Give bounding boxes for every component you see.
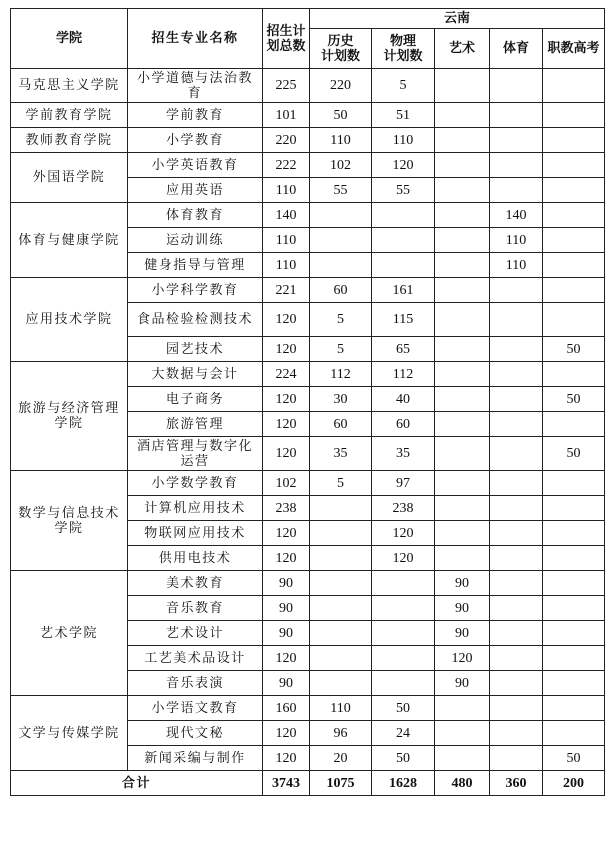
total-cell: 222 <box>263 153 310 178</box>
major-cell: 学前教育 <box>128 103 263 128</box>
sports-cell <box>490 178 543 203</box>
physics-cell: 110 <box>372 128 435 153</box>
major-cell: 计算机应用技术 <box>128 496 263 521</box>
sports-cell <box>490 471 543 496</box>
sports-cell <box>490 496 543 521</box>
vocational-cell <box>543 128 605 153</box>
total-cell: 120 <box>263 437 310 471</box>
sports-cell <box>490 387 543 412</box>
art-cell <box>435 546 490 571</box>
physics-cell: 120 <box>372 521 435 546</box>
sports-cell <box>490 128 543 153</box>
total-cell: 110 <box>263 228 310 253</box>
total-cell: 238 <box>263 496 310 521</box>
major-cell: 大数据与会计 <box>128 362 263 387</box>
major-cell: 小学英语教育 <box>128 153 263 178</box>
sports-cell: 110 <box>490 228 543 253</box>
header-major: 招生专业名称 <box>128 9 263 69</box>
major-cell: 应用英语 <box>128 178 263 203</box>
art-cell <box>435 412 490 437</box>
vocational-cell: 50 <box>543 437 605 471</box>
physics-cell: 120 <box>372 153 435 178</box>
total-cell: 120 <box>263 521 310 546</box>
table-row <box>11 362 605 387</box>
total-cell: 102 <box>263 471 310 496</box>
major-cell: 旅游管理 <box>128 412 263 437</box>
sports-cell <box>490 646 543 671</box>
sports-cell <box>490 671 543 696</box>
sports-cell <box>490 546 543 571</box>
art-cell: 90 <box>435 671 490 696</box>
header-history-top: 历史 <box>327 33 354 49</box>
physics-cell <box>372 596 435 621</box>
physics-cell: 50 <box>372 696 435 721</box>
physics-cell: 161 <box>372 278 435 303</box>
sports-cell <box>490 337 543 362</box>
art-cell <box>435 387 490 412</box>
art-cell <box>435 103 490 128</box>
history-cell: 20 <box>310 746 372 771</box>
history-cell: 112 <box>310 362 372 387</box>
table-row <box>11 153 605 178</box>
sports-cell <box>490 278 543 303</box>
art-cell: 90 <box>435 571 490 596</box>
total-cell: 90 <box>263 621 310 646</box>
physics-cell: 5 <box>372 69 435 103</box>
sports-cell <box>490 437 543 471</box>
art-cell <box>435 471 490 496</box>
header-vocational: 职教高考 <box>543 29 605 69</box>
total-cell: 140 <box>263 203 310 228</box>
table-row <box>11 69 605 103</box>
history-cell <box>310 203 372 228</box>
sports-cell <box>490 596 543 621</box>
sports-cell <box>490 69 543 103</box>
table-row <box>11 571 605 596</box>
header-physics-bottom: 计划数 <box>383 48 423 64</box>
major-cell: 小学科学教育 <box>128 278 263 303</box>
sports-cell <box>490 521 543 546</box>
art-cell <box>435 721 490 746</box>
physics-cell: 112 <box>372 362 435 387</box>
sports-cell <box>490 103 543 128</box>
history-cell: 30 <box>310 387 372 412</box>
college-cell: 文学与传媒学院 <box>11 696 128 771</box>
vocational-cell <box>543 103 605 128</box>
physics-cell: 97 <box>372 471 435 496</box>
vocational-cell <box>543 671 605 696</box>
art-cell <box>435 228 490 253</box>
art-cell <box>435 362 490 387</box>
physics-cell: 60 <box>372 412 435 437</box>
vocational-cell <box>543 571 605 596</box>
sports-cell <box>490 571 543 596</box>
total-cell: 110 <box>263 253 310 278</box>
total-cell: 120 <box>263 646 310 671</box>
table-row <box>11 471 605 496</box>
physics-cell <box>372 621 435 646</box>
major-cell: 酒店管理与数字化运营 <box>128 437 263 471</box>
vocational-cell <box>543 596 605 621</box>
history-cell <box>310 228 372 253</box>
major-cell: 食品检验检测技术 <box>128 303 263 337</box>
college-cell: 马克思主义学院 <box>11 69 128 103</box>
vocational-cell <box>543 278 605 303</box>
major-cell: 艺术设计 <box>128 621 263 646</box>
major-cell: 物联网应用技术 <box>128 521 263 546</box>
table-body <box>11 69 605 771</box>
totals-total: 3743 <box>263 771 310 796</box>
sports-cell <box>490 412 543 437</box>
physics-cell: 40 <box>372 387 435 412</box>
art-cell: 90 <box>435 596 490 621</box>
physics-cell: 35 <box>372 437 435 471</box>
enrollment-plan-page <box>10 8 605 796</box>
table-row <box>11 696 605 721</box>
vocational-cell <box>543 303 605 337</box>
history-cell <box>310 596 372 621</box>
vocational-cell <box>543 546 605 571</box>
totals-art: 480 <box>435 771 490 796</box>
total-cell: 224 <box>263 362 310 387</box>
enrollment-plan-table <box>10 8 605 796</box>
total-cell: 120 <box>263 387 310 412</box>
vocational-cell <box>543 521 605 546</box>
total-cell: 220 <box>263 128 310 153</box>
total-cell: 120 <box>263 412 310 437</box>
major-cell: 供用电技术 <box>128 546 263 571</box>
history-cell <box>310 671 372 696</box>
total-cell: 101 <box>263 103 310 128</box>
art-cell <box>435 303 490 337</box>
physics-cell: 50 <box>372 746 435 771</box>
physics-cell <box>372 671 435 696</box>
history-cell: 5 <box>310 471 372 496</box>
vocational-cell <box>543 412 605 437</box>
history-cell: 220 <box>310 69 372 103</box>
sports-cell <box>490 721 543 746</box>
college-cell: 体育与健康学院 <box>11 203 128 278</box>
vocational-cell: 50 <box>543 746 605 771</box>
sports-cell <box>490 153 543 178</box>
totals-label: 合计 <box>11 771 263 796</box>
physics-cell <box>372 228 435 253</box>
total-cell: 120 <box>263 303 310 337</box>
major-cell: 音乐表演 <box>128 671 263 696</box>
table-row <box>11 203 605 228</box>
major-cell: 体育教育 <box>128 203 263 228</box>
history-cell: 35 <box>310 437 372 471</box>
header-history <box>310 29 372 69</box>
header-sports: 体育 <box>490 29 543 69</box>
college-cell: 外国语学院 <box>11 153 128 203</box>
totals-physics: 1628 <box>372 771 435 796</box>
header-college: 学院 <box>11 9 128 69</box>
college-cell: 艺术学院 <box>11 571 128 696</box>
art-cell <box>435 178 490 203</box>
physics-cell <box>372 571 435 596</box>
history-cell <box>310 253 372 278</box>
vocational-cell <box>543 228 605 253</box>
header-history-bottom: 计划数 <box>320 48 360 64</box>
history-cell: 5 <box>310 303 372 337</box>
total-cell: 160 <box>263 696 310 721</box>
major-cell: 小学教育 <box>128 128 263 153</box>
total-cell: 90 <box>263 671 310 696</box>
major-cell: 现代文秘 <box>128 721 263 746</box>
header-physics <box>372 29 435 69</box>
history-cell: 102 <box>310 153 372 178</box>
history-cell: 60 <box>310 278 372 303</box>
art-cell <box>435 203 490 228</box>
total-cell: 221 <box>263 278 310 303</box>
vocational-cell <box>543 178 605 203</box>
history-cell <box>310 496 372 521</box>
art-cell <box>435 69 490 103</box>
art-cell <box>435 128 490 153</box>
physics-cell <box>372 203 435 228</box>
major-cell: 新闻采编与制作 <box>128 746 263 771</box>
header-region: 云南 <box>310 9 605 29</box>
physics-cell: 120 <box>372 546 435 571</box>
physics-cell: 24 <box>372 721 435 746</box>
physics-cell <box>372 253 435 278</box>
history-cell: 96 <box>310 721 372 746</box>
totals-vocational: 200 <box>543 771 605 796</box>
history-cell <box>310 646 372 671</box>
physics-cell <box>372 646 435 671</box>
college-cell: 学前教育学院 <box>11 103 128 128</box>
history-cell: 55 <box>310 178 372 203</box>
history-cell <box>310 621 372 646</box>
total-cell: 120 <box>263 746 310 771</box>
vocational-cell <box>543 153 605 178</box>
header-art: 艺术 <box>435 29 490 69</box>
vocational-cell <box>543 621 605 646</box>
vocational-cell <box>543 362 605 387</box>
sports-cell <box>490 696 543 721</box>
totals-sports: 360 <box>490 771 543 796</box>
major-cell: 小学数学教育 <box>128 471 263 496</box>
physics-cell: 55 <box>372 178 435 203</box>
major-cell: 园艺技术 <box>128 337 263 362</box>
history-cell: 110 <box>310 696 372 721</box>
art-cell <box>435 278 490 303</box>
physics-cell: 65 <box>372 337 435 362</box>
major-cell: 小学语文教育 <box>128 696 263 721</box>
header-total-plan: 招生计划总数 <box>263 9 310 69</box>
totals-history: 1075 <box>310 771 372 796</box>
history-cell: 60 <box>310 412 372 437</box>
vocational-cell <box>543 721 605 746</box>
sports-cell <box>490 746 543 771</box>
total-cell: 225 <box>263 69 310 103</box>
college-cell: 教师教育学院 <box>11 128 128 153</box>
total-cell: 120 <box>263 337 310 362</box>
vocational-cell <box>543 646 605 671</box>
major-cell: 电子商务 <box>128 387 263 412</box>
history-cell <box>310 546 372 571</box>
college-cell: 数学与信息技术学院 <box>11 471 128 571</box>
art-cell <box>435 437 490 471</box>
vocational-cell <box>543 696 605 721</box>
major-cell: 小学道德与法治教育 <box>128 69 263 103</box>
table-row <box>11 278 605 303</box>
total-cell: 110 <box>263 178 310 203</box>
major-cell: 健身指导与管理 <box>128 253 263 278</box>
vocational-cell: 50 <box>543 337 605 362</box>
header-physics-top: 物理 <box>389 33 416 49</box>
history-cell: 5 <box>310 337 372 362</box>
college-cell: 应用技术学院 <box>11 278 128 362</box>
college-cell: 旅游与经济管理学院 <box>11 362 128 471</box>
sports-cell <box>490 621 543 646</box>
art-cell <box>435 496 490 521</box>
vocational-cell <box>543 471 605 496</box>
table-row <box>11 103 605 128</box>
vocational-cell: 50 <box>543 387 605 412</box>
art-cell: 90 <box>435 621 490 646</box>
sports-cell: 110 <box>490 253 543 278</box>
table-row <box>11 128 605 153</box>
physics-cell: 115 <box>372 303 435 337</box>
vocational-cell <box>543 69 605 103</box>
art-cell: 120 <box>435 646 490 671</box>
physics-cell: 51 <box>372 103 435 128</box>
major-cell: 音乐教育 <box>128 596 263 621</box>
history-cell <box>310 521 372 546</box>
history-cell <box>310 571 372 596</box>
art-cell <box>435 253 490 278</box>
vocational-cell <box>543 496 605 521</box>
major-cell: 工艺美术品设计 <box>128 646 263 671</box>
art-cell <box>435 153 490 178</box>
art-cell <box>435 696 490 721</box>
physics-cell: 238 <box>372 496 435 521</box>
major-cell: 运动训练 <box>128 228 263 253</box>
vocational-cell <box>543 203 605 228</box>
total-cell: 90 <box>263 571 310 596</box>
major-cell: 美术教育 <box>128 571 263 596</box>
sports-cell: 140 <box>490 203 543 228</box>
history-cell: 110 <box>310 128 372 153</box>
art-cell <box>435 746 490 771</box>
vocational-cell <box>543 253 605 278</box>
art-cell <box>435 521 490 546</box>
art-cell <box>435 337 490 362</box>
sports-cell <box>490 362 543 387</box>
total-cell: 90 <box>263 596 310 621</box>
history-cell: 50 <box>310 103 372 128</box>
totals-row <box>11 771 605 796</box>
total-cell: 120 <box>263 721 310 746</box>
total-cell: 120 <box>263 546 310 571</box>
sports-cell <box>490 303 543 337</box>
